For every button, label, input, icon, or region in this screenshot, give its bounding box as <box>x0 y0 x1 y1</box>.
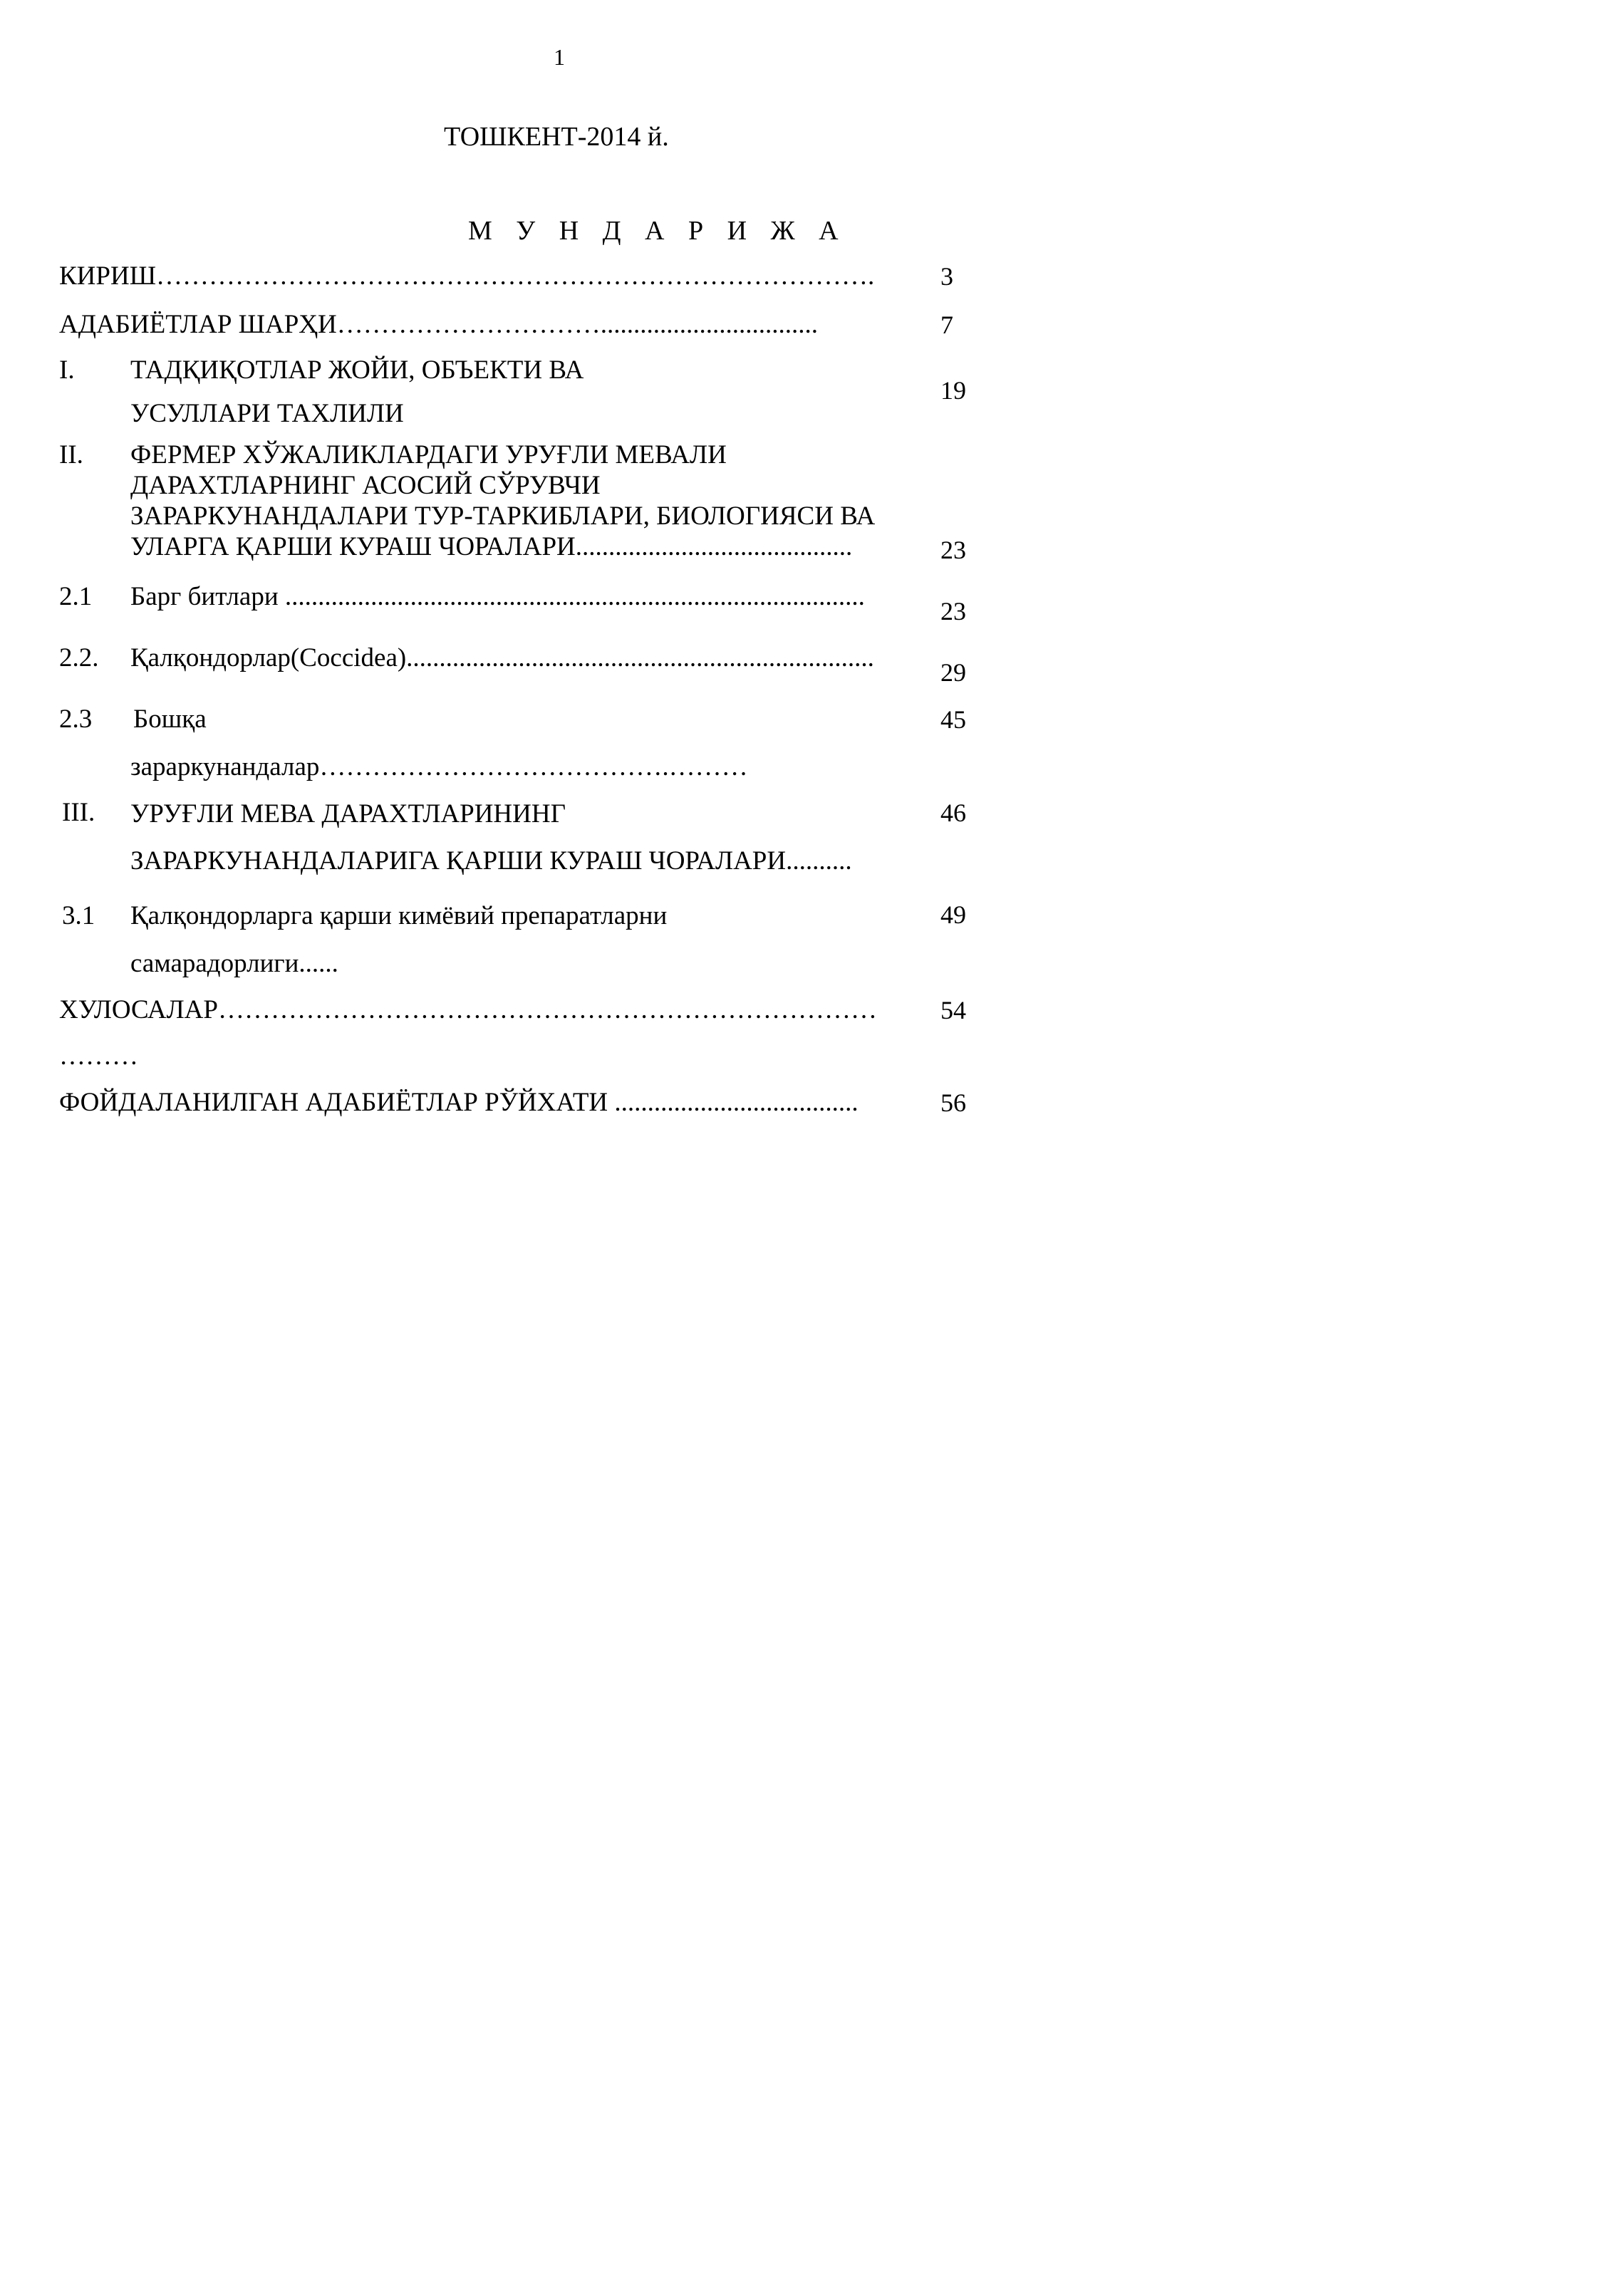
toc-entry-number: I. <box>59 355 75 385</box>
toc-entry-text: ФЕРМЕР ХЎЖАЛИКЛАРДАГИ УРУҒЛИ МЕВАЛИ <box>130 440 727 469</box>
toc-page-number: 19 <box>940 376 966 405</box>
toc-entry-number: 3.1 <box>62 901 95 930</box>
toc-entry-text: Бошқа <box>133 705 207 734</box>
toc-page-number: 45 <box>940 705 966 734</box>
toc-page-number: 23 <box>940 597 966 625</box>
toc-title: М У Н Д А Р И Ж А <box>468 216 847 246</box>
toc-entry-text: УЛАРГА ҚАРШИ КУРАШ ЧОРАЛАРИ.......................................... <box>130 532 853 561</box>
toc-entry-number: II. <box>59 440 83 469</box>
toc-entry-text: ЗАРАРКУНАНДАЛАРИ ТУР-ТАРКИБЛАРИ, БИОЛОГИЯСИ ВА <box>130 502 876 531</box>
toc-entry-text: Қалқондорларга қарши кимёвий препаратларни <box>130 901 668 930</box>
toc-entry-text: ТАДҚИҚОТЛАР ЖОЙИ, ОБЪЕКТИ ВА <box>130 355 584 385</box>
toc-entry-text: УРУҒЛИ МЕВА ДАРАХТЛАРИНИНГ <box>130 799 566 828</box>
toc-page-number: 3 <box>940 262 953 291</box>
toc-entry-text: ХУЛОСАЛАР………………………………………………………………… <box>59 995 877 1024</box>
toc-page-number: 49 <box>940 900 966 929</box>
toc-entry-text: ……… <box>59 1041 138 1071</box>
page-number: 1 <box>554 44 565 70</box>
toc-entry-text: УСУЛЛАРИ ТАХЛИЛИ <box>130 399 404 428</box>
toc-entry-text: ДАРАХТЛАРНИНГ АСОСИЙ СЎРУВЧИ <box>130 471 601 500</box>
toc-entry-text: зараркунандалар………………………………….……… <box>130 752 748 781</box>
toc-page-number: 46 <box>940 799 966 827</box>
toc-entry-text: Барг битлари ........................................................................................ <box>130 582 865 611</box>
toc-page-number: 23 <box>940 536 966 564</box>
toc-entry-text: КИРИШ………………………………………………………………………. <box>59 261 875 291</box>
toc-entry-number: 2.2. <box>59 643 99 672</box>
toc-entry-text: ФОЙДАЛАНИЛГАН АДАБИЁТЛАР РЎЙХАТИ ..................................... <box>59 1088 859 1117</box>
toc-entry-text: ЗАРАРКУНАНДАЛАРИГА ҚАРШИ КУРАШ ЧОРАЛАРИ.......... <box>130 846 852 876</box>
toc-page-number: 7 <box>940 311 953 339</box>
toc-page-number: 54 <box>940 996 966 1024</box>
city-year: ТОШКЕНТ-2014 й. <box>444 122 669 152</box>
toc-page-number: 29 <box>940 658 966 687</box>
toc-entry-text: АДАБИЁТЛАР ШАРҲИ…………………………................................. <box>59 310 818 339</box>
toc-entry-text: Қалқондорлар(Coccidea)....................................................................... <box>130 643 874 672</box>
toc-entry-number: 2.1 <box>59 582 93 611</box>
toc-entry-text: самарадорлиги...... <box>130 949 338 978</box>
toc-entry-number: III. <box>62 798 95 827</box>
toc-page-number: 56 <box>940 1089 966 1117</box>
toc-entry-number: 2.3 <box>59 705 93 734</box>
